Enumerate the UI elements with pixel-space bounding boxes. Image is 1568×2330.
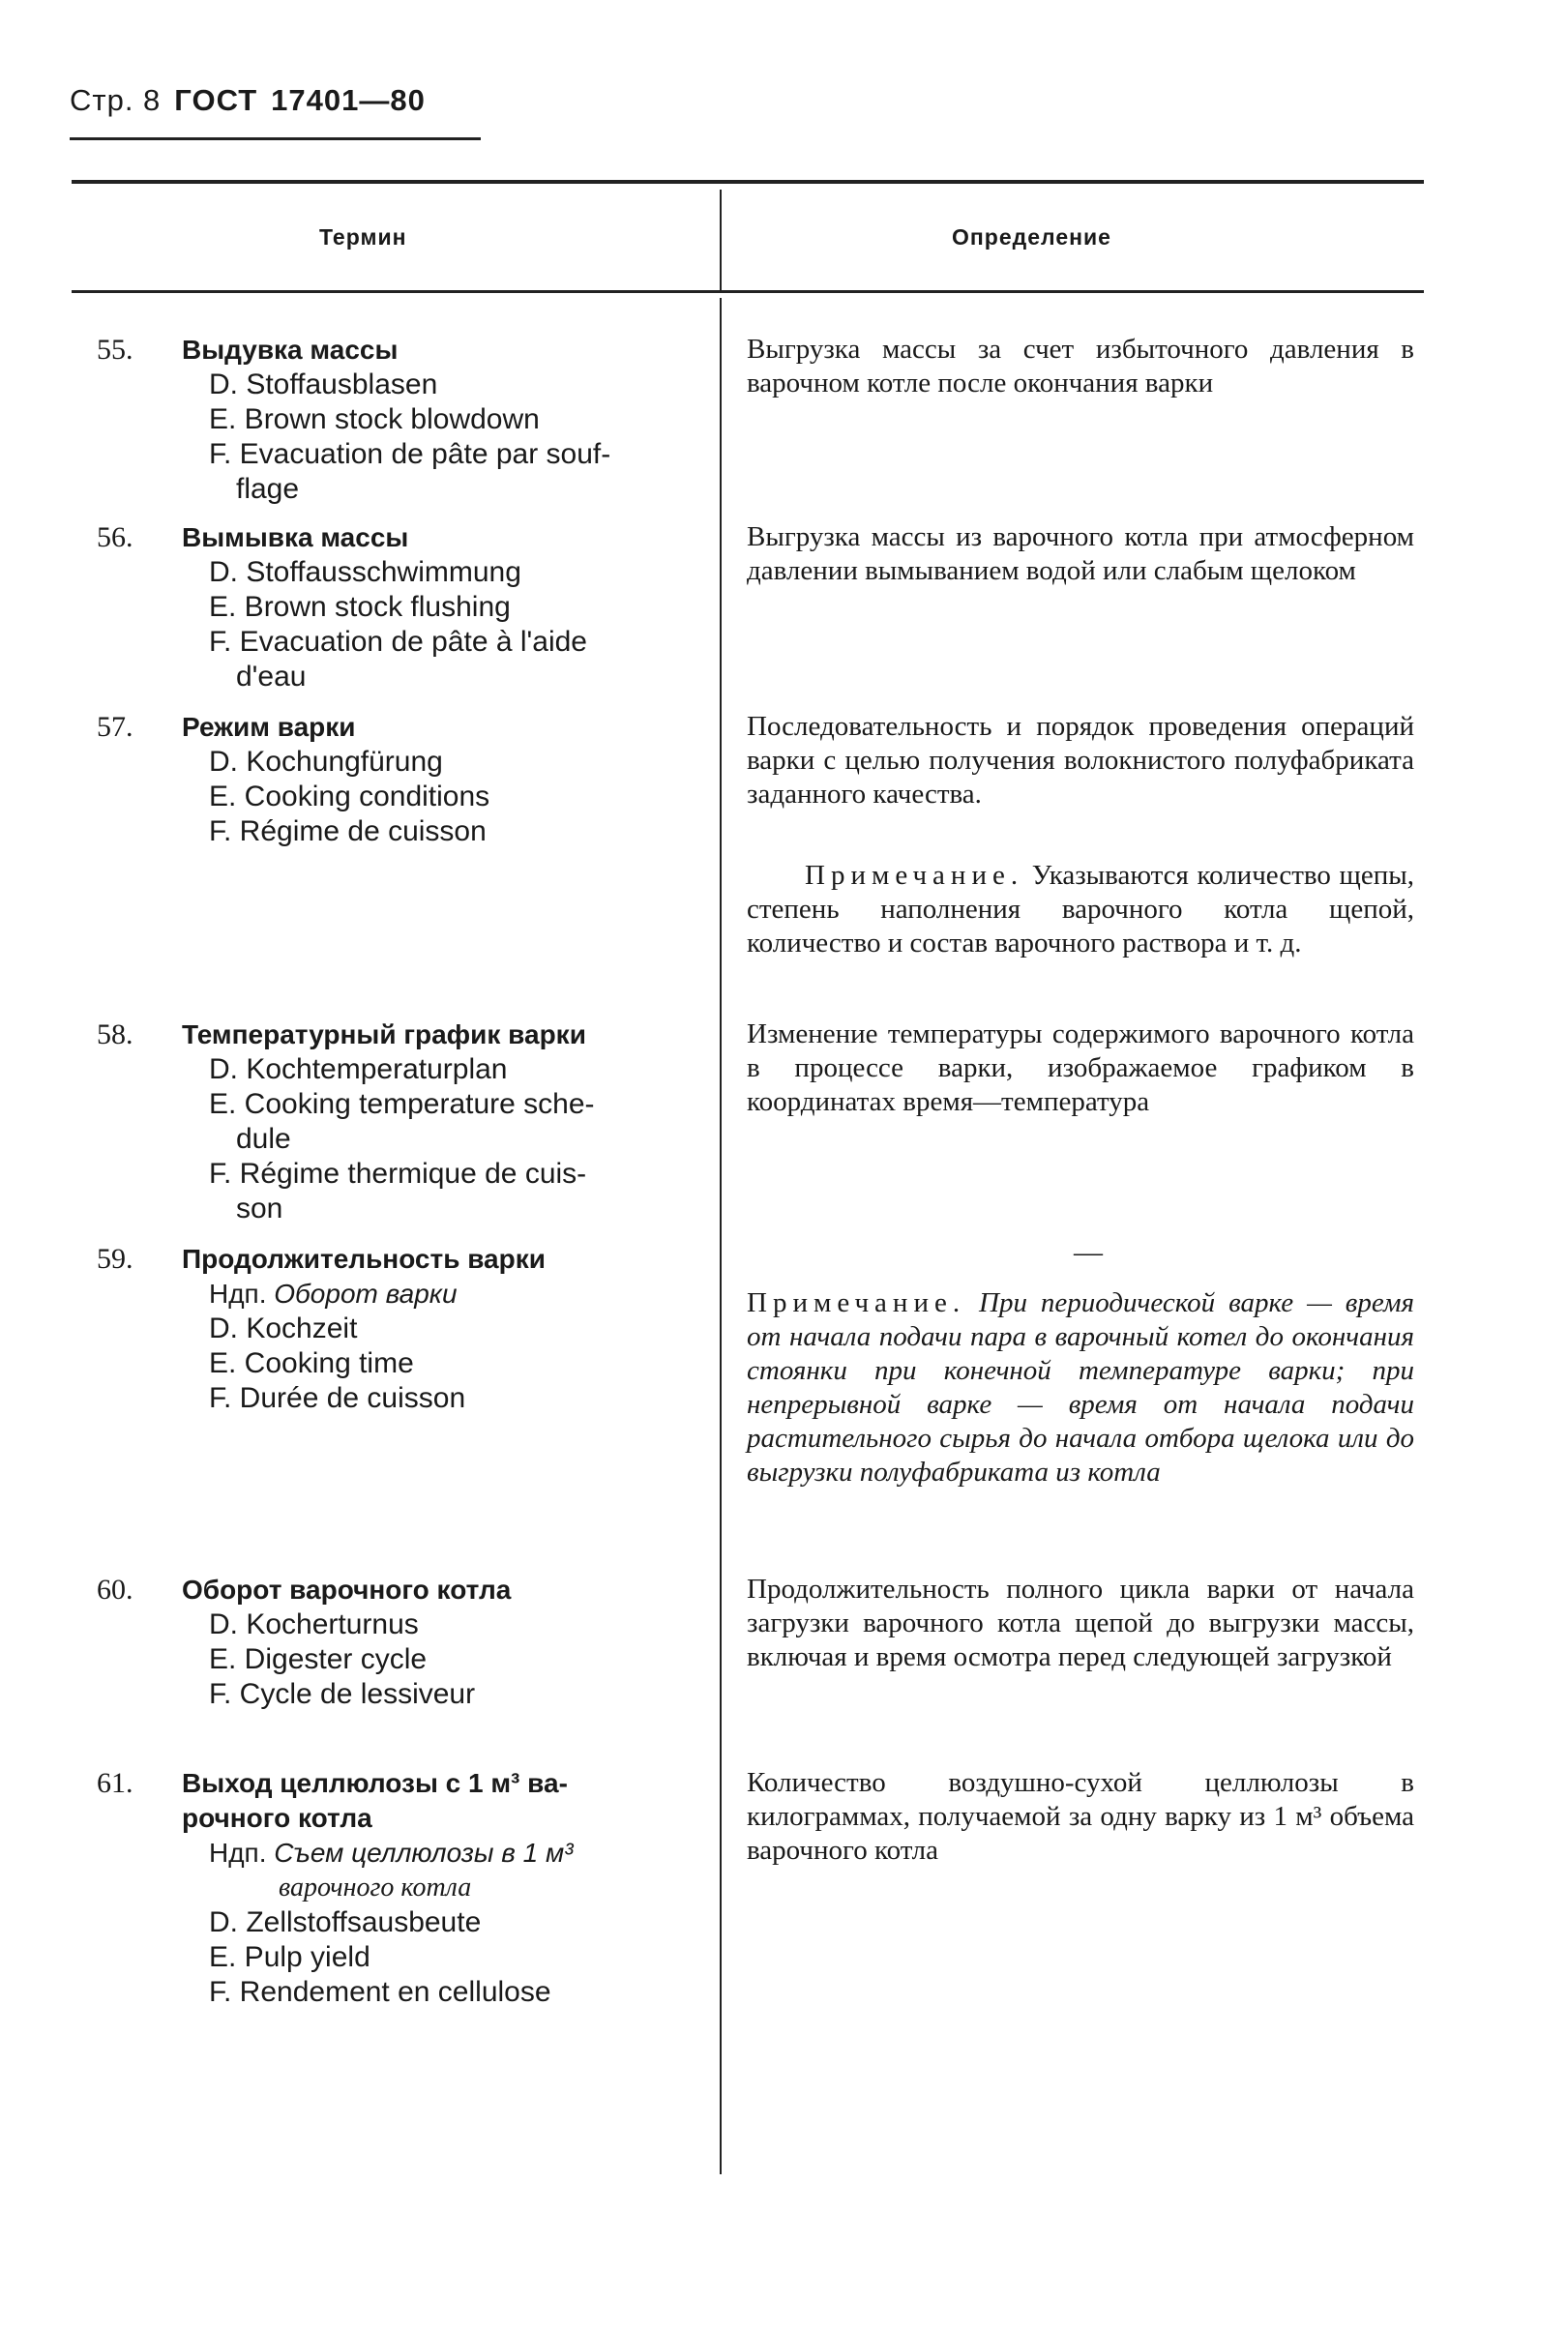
entry-60-definition: Продолжительность полного цикла варки от начала загрузки варочного котла щепой до выгрузки массы, включая и время осмотра перед следующей загрузкой <box>747 1574 1414 1672</box>
header-column-divider <box>720 190 722 290</box>
term-russian: Продолжительность варки <box>182 1244 546 1274</box>
term-russian: Температурный график варки <box>182 1019 586 1049</box>
term-english: E. Cooking conditions <box>209 781 490 812</box>
term-deprecated <box>209 1836 574 1871</box>
term-french: F. Régime de cuisson <box>209 815 487 847</box>
standard-name: ГОСТ <box>174 83 258 117</box>
entry-56-definition: Выгрузка массы из варочного котла при атмосферном давлении вымыванием водой или слабым щелоком <box>747 521 1414 586</box>
term-french-cont: flage <box>236 473 300 505</box>
term-french: F. Régime thermique de cuis- <box>209 1158 587 1190</box>
deprecated-term: Оборот варки <box>274 1279 458 1309</box>
term-french: F. Evacuation de pâte par souf- <box>209 438 611 470</box>
term-french: F. Durée de cuisson <box>209 1382 466 1414</box>
deprecated-term: Съем целлюлозы в 1 м³ <box>274 1838 574 1868</box>
term-russian: Выдувка массы <box>182 335 399 365</box>
term-german: D. Stoffausschwimmung <box>209 556 521 588</box>
term-english: E. Pulp yield <box>209 1941 370 1973</box>
entry-number: 60. <box>97 1574 133 1606</box>
header-underline <box>70 137 481 140</box>
entry-55-definition: Выгрузка массы за счет избыточного давления в варочном котле после окончания варки <box>747 334 1414 398</box>
term-deprecated <box>209 1277 458 1312</box>
entry-57-definition: Последовательность и порядок проведения операций варки с целью получения волокнистого полуфабриката заданного качества. <box>747 711 1414 810</box>
term-french-cont: d'eau <box>236 661 307 693</box>
term-german: D. Kochzeit <box>209 1312 358 1344</box>
term-russian: Оборот варочного котла <box>182 1575 512 1605</box>
entry-number: 55. <box>97 334 133 366</box>
deprecated-label: Ндп. <box>209 1838 267 1868</box>
note-text: Указываются количество щепы, степень наполнения варочного котла щепой, количество и состав варочного раствора и т. д. <box>747 860 1414 959</box>
entry-number: 58. <box>97 1018 133 1050</box>
term-german: D. Kocherturnus <box>209 1608 419 1640</box>
entry-58-definition: Изменение температуры содержимого варочного котла в процессе варки, изображаемое графиком в координатах время—температура <box>747 1018 1414 1117</box>
term-german: D. Zellstoffsausbeute <box>209 1906 482 1938</box>
deprecated-label: Ндп. <box>209 1279 267 1309</box>
term-english: E. Brown stock flushing <box>209 591 511 623</box>
term-russian: Выход целлюлозы с 1 м³ ва- <box>182 1768 568 1798</box>
term-english: E. Digester cycle <box>209 1643 428 1675</box>
term-english-cont: dule <box>236 1123 291 1155</box>
entry-number: 56. <box>97 521 133 553</box>
term-english: E. Brown stock blowdown <box>209 403 540 435</box>
note-heading: Примечание. <box>805 860 1024 891</box>
entry-number: 59. <box>97 1243 133 1275</box>
term-german: D. Kochungfürung <box>209 746 443 778</box>
note-heading: Примечание. <box>747 1287 966 1318</box>
entry-57-note <box>747 859 1414 960</box>
term-german: D. Kochtemperaturplan <box>209 1053 508 1085</box>
term-german: D. Stoffausblasen <box>209 369 438 400</box>
page-number: Стр. 8 <box>70 83 162 117</box>
entry-61-definition: Количество воздушно-сухой целлюлозы в килограммах, получаемой за одну варку из 1 м³ объема варочного котла <box>747 1767 1414 1866</box>
term-russian: Режим варки <box>182 712 356 742</box>
term-deprecated-cont: варочного котла <box>279 1873 472 1902</box>
term-russian-cont: рочного котла <box>182 1803 372 1833</box>
column-header-definition: Определение <box>952 224 1111 250</box>
standard-number: 17401—80 <box>271 83 426 117</box>
term-english: E. Cooking temperature sche- <box>209 1088 595 1120</box>
page-header <box>70 83 426 118</box>
note-text: При периодической варке — время от начала подачи пара в варочный котел до окончания стоянки при конечной температуре варки; при непрерывной варке — время от начала подачи растительного сырья до начала отбора щелока или до выгрузки полуфабриката из котла <box>747 1287 1414 1488</box>
term-french: F. Rendement en cellulose <box>209 1976 551 2008</box>
term-english: E. Cooking time <box>209 1347 414 1379</box>
term-russian: Вымывка массы <box>182 522 409 552</box>
entry-59-definition-dash: — <box>1074 1236 1103 1268</box>
term-french: F. Evacuation de pâte à l'aide <box>209 626 587 658</box>
body-column-divider <box>720 298 722 2174</box>
table-header-rule <box>72 290 1424 293</box>
term-french: F. Cycle de lessiveur <box>209 1678 476 1710</box>
column-header-term: Термин <box>319 224 407 250</box>
entry-59-note <box>747 1286 1414 1489</box>
term-french-cont: son <box>236 1193 283 1224</box>
entry-number: 57. <box>97 711 133 743</box>
table-top-rule <box>72 180 1424 184</box>
entry-number: 61. <box>97 1767 133 1799</box>
